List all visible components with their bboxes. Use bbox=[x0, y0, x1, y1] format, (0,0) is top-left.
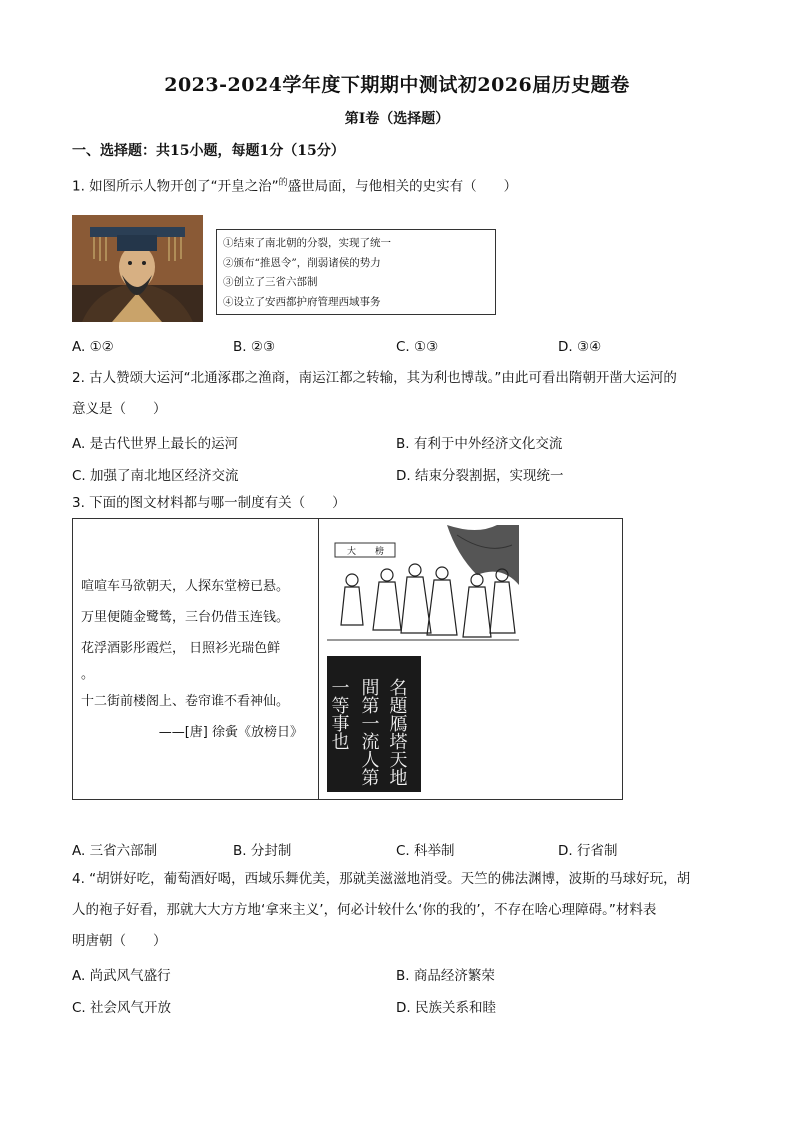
question-2-stem-line-2: 意义是（ ） bbox=[72, 401, 167, 417]
svg-text:大: 大 bbox=[347, 547, 357, 557]
q4-option-b[interactable]: B. 商品经济繁荣 bbox=[396, 968, 495, 984]
q1-statement: ①结束了南北朝的分裂，实现了统一 bbox=[223, 237, 391, 249]
poem-attribution: ——[唐] 徐夤《放榜日》 bbox=[158, 725, 303, 740]
question-2-stem-line-1: 2. 古人赞颂大运河“北通涿郡之渔商，南运江都之转输，其为利也博哉。”由此可看出隋朝开凿大运河的 bbox=[72, 370, 677, 386]
q3-option-a[interactable]: A. 三省六部制 bbox=[72, 843, 158, 859]
q3-option-d[interactable]: D. 行省制 bbox=[558, 843, 618, 859]
poem-line: 花浮酒影彤霞烂， 日照衫光瑞色鲜 bbox=[81, 641, 281, 656]
table-divider bbox=[318, 519, 319, 799]
calligraphy-image bbox=[327, 656, 421, 792]
volume-subtitle: 第Ⅰ卷（选择题） bbox=[344, 111, 450, 127]
calligraphy-col-2: 間第一流人第 bbox=[358, 678, 380, 786]
q1-statement-box bbox=[216, 229, 496, 315]
q1-option-b[interactable]: B. ②③ bbox=[233, 339, 276, 355]
q2-option-a[interactable]: A. 是古代世界上最长的运河 bbox=[72, 436, 239, 452]
q1-option-c[interactable]: C. ①③ bbox=[396, 339, 439, 355]
poem-line: 喧喧车马欲朝天，人探东堂榜已悬。 bbox=[81, 579, 290, 594]
q4-option-d[interactable]: D. 民族关系和睦 bbox=[396, 1000, 496, 1016]
q2-option-d[interactable]: D. 结束分裂割据，实现统一 bbox=[396, 468, 564, 484]
q1-statement: ②颁布“推恩令”，削弱诸侯的势力 bbox=[223, 256, 381, 269]
q1-statement: ④设立了安西都护府管理西域事务 bbox=[223, 295, 381, 308]
q1-option-a[interactable]: A. ①② bbox=[72, 339, 114, 355]
svg-text:榜: 榜 bbox=[375, 547, 385, 557]
calligraphy-col-1: 名題鴈塔天地 bbox=[386, 678, 408, 786]
q2-option-c[interactable]: C. 加强了南北地区经济交流 bbox=[72, 468, 239, 484]
q1-stem-part-b: 盛世局面，与他相关的史实有（ ） bbox=[287, 178, 518, 195]
question-4-stem-line-1: 4. “胡饼好吃，葡萄酒好喝，西域乐舞优美，那就美滋滋地消受。天竺的佛法渊博，波斯的马球好玩，胡 bbox=[72, 871, 691, 887]
q3-poem bbox=[81, 571, 313, 748]
calligraphy-col-3: 一等事也 bbox=[328, 678, 350, 750]
question-1-stem bbox=[72, 177, 517, 196]
poem-line: 万里便随金鹭鸶，三台仍借玉连钱。 bbox=[81, 610, 290, 625]
emperor-portrait-image bbox=[72, 215, 203, 322]
question-3-stem: 3. 下面的图文材料都与哪一制度有关（ ） bbox=[72, 495, 346, 511]
page-title: 2023-2024学年度下期期中测试初2026届历史题卷 bbox=[164, 74, 630, 96]
q3-option-b[interactable]: B. 分封制 bbox=[233, 843, 292, 859]
q4-option-a[interactable]: A. 尚武风气盛行 bbox=[72, 968, 171, 984]
poem-line: 十二街前楼阁上、卷帘谁不看神仙。 bbox=[81, 694, 290, 709]
q2-option-b[interactable]: B. 有利于中外经济文化交流 bbox=[396, 436, 563, 452]
section-heading: 一、选择题：共15小题，每题1分（15分） bbox=[72, 143, 345, 159]
q3-option-c[interactable]: C. 科举制 bbox=[396, 843, 455, 859]
exam-ranking-engraving-image bbox=[327, 525, 519, 647]
q4-option-c[interactable]: C. 社会风气开放 bbox=[72, 1000, 172, 1016]
q1-stem-superscript: 的 bbox=[278, 178, 288, 188]
question-4-stem-line-3: 明唐朝（ ） bbox=[72, 933, 167, 949]
question-4-stem-line-2: 人的袍子好看，那就大大方方地‘拿来主义’，何必计较什么‘你的我的’，不存在啥心理障碍。”材料表 bbox=[72, 902, 657, 918]
poem-line: 。 bbox=[81, 667, 95, 682]
q1-statement: ③创立了三省六部制 bbox=[223, 276, 318, 288]
q1-option-d[interactable]: D. ③④ bbox=[558, 339, 602, 355]
q3-material-table bbox=[72, 518, 623, 800]
q1-stem-part-a: 1. 如图所示人物开创了“开皇之治” bbox=[72, 178, 279, 195]
